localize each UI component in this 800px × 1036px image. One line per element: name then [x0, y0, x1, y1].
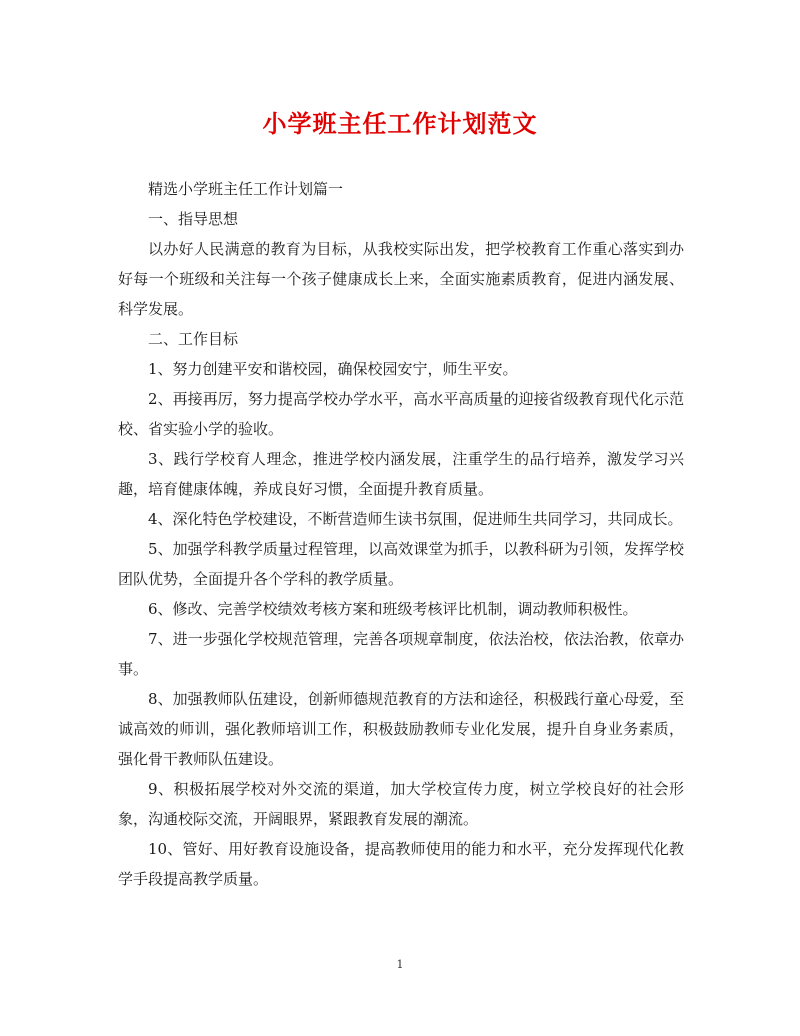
list-item: 10、管好、用好教育设施设备，提高教师使用的能力和水平，充分发挥现代化教学手段提高教学质量。: [118, 840, 684, 888]
list-item: 8、加强教师队伍建设，创新师德规范教育的方法和途径，积极践行童心母爱，至诚高效的师训，强化教师培训工作，积极鼓励教师专业化发展，提升自身业务素质，强化骨干教师队伍建设。: [118, 690, 684, 768]
list-item: 4、深化特色学校建设，不断营造师生读书氛围，促进师生共同学习，共同成长。: [148, 510, 683, 528]
page-number: 1: [396, 958, 404, 971]
document-body: [118, 174, 684, 894]
list-item: 7、进一步强化学校规范管理，完善各项规章制度，依法治校，依法治教，依章办事。: [118, 630, 684, 678]
list-item: 5、加强学科教学质量过程管理，以高效课堂为抓手，以教科研为引领，发挥学校团队优势，全面提升各个学科的教学质量。: [118, 540, 684, 588]
list-item: 3、践行学校育人理念，推进学校内涵发展，注重学生的品行培养，激发学习兴趣，培育健康体魄，养成良好习惯，全面提升教育质量。: [118, 450, 684, 498]
section-heading: 精选小学班主任工作计划篇一: [148, 180, 344, 198]
list-item: 1、努力创建平安和谐校园，确保校园安宁，师生平安。: [148, 360, 518, 378]
paragraph: 以办好人民满意的教育为目标，从我校实际出发，把学校教育工作重心落实到办好每一个班级和关注每一个孩子健康成长上来，全面实施素质教育，促进内涵发展、科学发展。: [118, 240, 684, 318]
subsection-heading: 二、工作目标: [148, 330, 239, 348]
list-item: 6、修改、完善学校绩效考核方案和班级考核评比机制，调动教师积极性。: [148, 600, 638, 618]
list-item: 2、再接再厉，努力提高学校办学水平，高水平高质量的迎接省级教育现代化示范校、省实验小学的验收。: [118, 390, 684, 438]
subsection-heading: 一、指导思想: [148, 210, 239, 228]
list-item: 9、积极拓展学校对外交流的渠道，加大学校宣传力度，树立学校良好的社会形象，沟通校际交流，开阔眼界，紧跟教育发展的潮流。: [118, 780, 684, 828]
document-title: 小学班主任工作计划范文: [262, 109, 538, 138]
